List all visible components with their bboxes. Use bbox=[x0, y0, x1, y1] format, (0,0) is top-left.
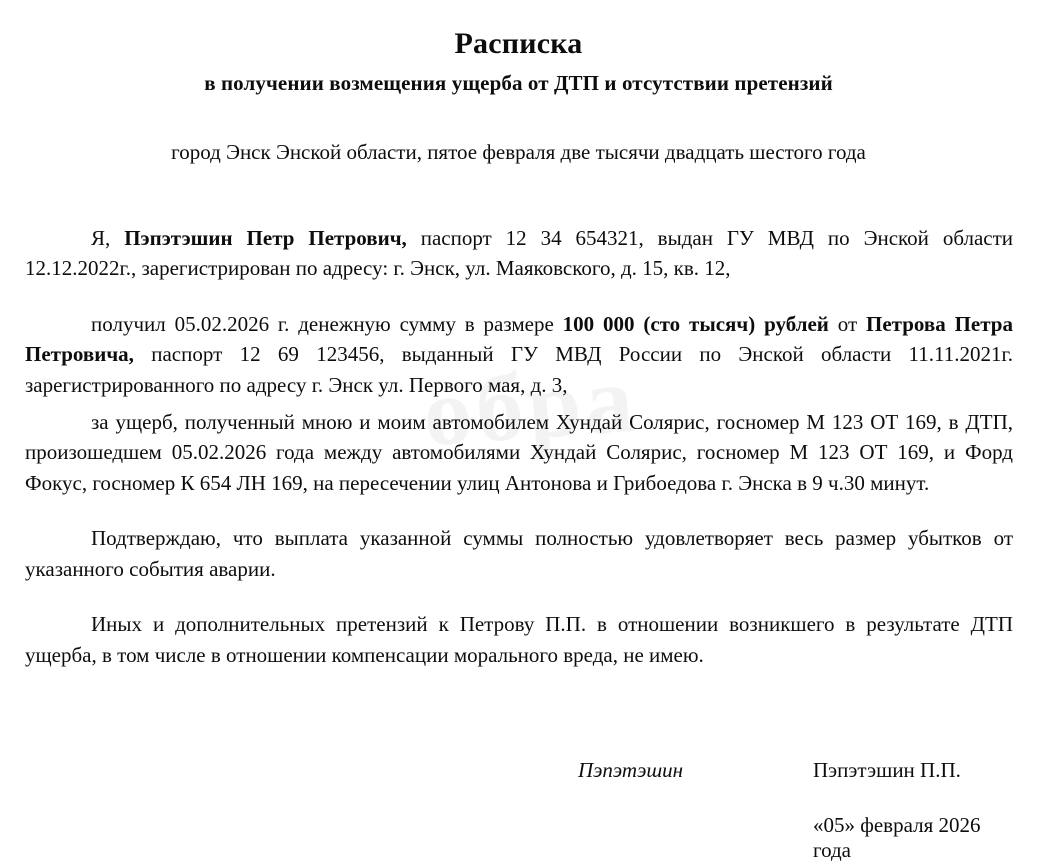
place-and-date-line: город Энск Энской области, пятое февраля две тысячи двадцать шестого года bbox=[171, 139, 866, 164]
payer-name: Петрова Петра Петровича, bbox=[25, 311, 1013, 367]
declarant-details: паспорт 12 34 654321, выдан ГУ МВД по Энской области 12.12.2022г., зарегистрирован по адресу: г. Энск, ул. Маяковского, д. 15, кв. 12, bbox=[25, 225, 1014, 281]
declarant-name: Пэпэтэшин Петр Петрович, bbox=[124, 225, 407, 250]
payment-mid: от bbox=[828, 311, 867, 336]
signature-date: «05» февраля 2026 года bbox=[813, 813, 981, 862]
payer-details: паспорт 12 69 123456, выданный ГУ МВД России по Энской области 11.11.2021г. зарегистрированного по адресу г. Энск ул. Первого мая, д. 3, bbox=[25, 342, 1013, 397]
paragraph-declarant bbox=[25, 223, 1013, 284]
payment-amount: 100 000 (сто тысяч) рублей bbox=[562, 311, 829, 336]
page-title: Расписка bbox=[454, 27, 583, 60]
document-body bbox=[0, 223, 1037, 670]
paragraph-no-claims: Иных и дополнительных претензий к Петрову П.П. в отношении возникшего в результате ДТП ущерба, в том числе в отношении компенсации морального вреда, не имею. bbox=[25, 612, 1013, 667]
printed-signer-name: Пэпэтэшин П.П. bbox=[813, 758, 961, 782]
payment-lead: получил 05.02.2026 г. денежную сумму в размере bbox=[91, 311, 563, 336]
signature-block bbox=[0, 758, 1037, 863]
paragraph-payment bbox=[25, 309, 1013, 400]
paragraph-damage: за ущерб, полученный мною и моим автомобилем Хундай Солярис, госномер М 123 ОТ 169, в ДТП, произошедшем 05.02.2026 года между автомобилями Хундай Солярис, госномер М 123 ОТ 169, и Форд Фокус, госномер К 654 ЛН 169, на пересечении улиц Антонова и Грибоедова г. Энска в 9 ч.30 минут. bbox=[25, 410, 1013, 495]
signature-date-row bbox=[25, 813, 1013, 863]
handwritten-signature: Пэпэтэшин bbox=[578, 758, 684, 782]
paragraph-confirmation: Подтверждаю, что выплата указанной суммы полностью удовлетворяет весь размер убытков от указанного события аварии. bbox=[25, 526, 1013, 581]
document-subtitle: в получении возмещения ущерба от ДТП и отсутствии претензий bbox=[204, 71, 833, 96]
document-header bbox=[0, 0, 1037, 97]
declarant-lead: Я, bbox=[91, 225, 125, 250]
signature-row bbox=[25, 758, 1013, 783]
